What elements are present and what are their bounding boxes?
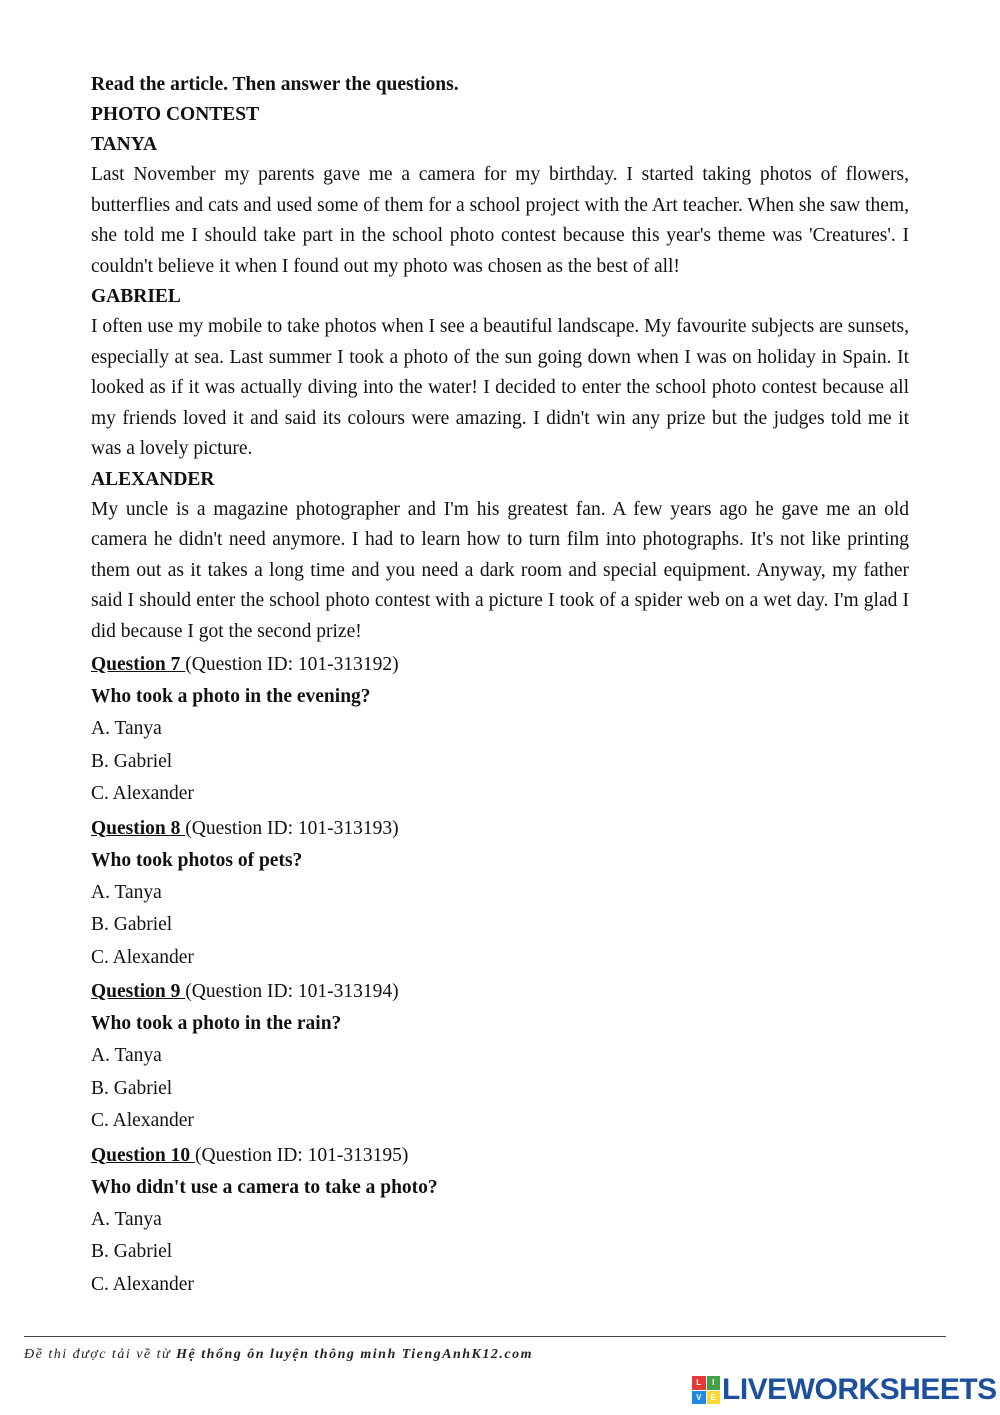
instruction: Read the article. Then answer the questions.: [91, 74, 459, 95]
question-text: Who took a photo in the evening?: [91, 686, 371, 707]
section-gabriel: [91, 282, 909, 465]
section-heading: ALEXANDER: [91, 468, 215, 490]
option-a[interactable]: A. Tanya: [91, 1045, 162, 1066]
article-title: PHOTO CONTEST: [91, 104, 260, 125]
question-id: (Question ID: 101-313194): [185, 981, 399, 1002]
option-a[interactable]: A. Tanya: [91, 718, 162, 739]
option-b[interactable]: B. Gabriel: [91, 1077, 173, 1099]
option-c[interactable]: C. Alexander: [91, 946, 194, 968]
question-text: Who didn't use a camera to take a photo?: [91, 1176, 438, 1198]
section-text: I often use my mobile to take photos when I see a beautiful landscape. My favourite subjects are sunsets, especially at sea. Last summer I took a photo of the sun going down when I was on holiday in Spain. It looked as if it was actually diving into the water! I decided to enter the school photo contest because all my friends loved it and said its colours were amazing. I didn't win any prize but the judges told me it was a lovely picture.: [91, 316, 909, 459]
question-10: [91, 1140, 909, 1302]
question-number: Question 8: [91, 817, 186, 839]
section-tanya: [91, 130, 909, 282]
question-text: Who took photos of pets?: [91, 849, 303, 871]
logo-letter: V: [692, 1391, 706, 1405]
option-c[interactable]: C. Alexander: [91, 1110, 194, 1131]
option-c[interactable]: C. Alexander: [91, 783, 194, 804]
question-id: (Question ID: 101-313195): [195, 1144, 409, 1166]
logo-letter: I: [707, 1376, 721, 1390]
option-b[interactable]: B. Gabriel: [91, 750, 173, 772]
liveworksheets-wordmark: LIVEWORKSHEETS: [722, 1373, 997, 1406]
section-text: My uncle is a magazine photographer and I'm his greatest fan. A few years ago he gave me an old camera he didn't need anymore. I had to learn how to turn film into photographs. It's not like printing them out as it takes a long time and you need a dark room and special equipment. Anyway, my father said I should enter the school photo contest with a picture I took of a spider web on a wet day. I'm glad I did because I got the second prize!: [91, 498, 909, 642]
question-id: (Question ID: 101-313193): [185, 817, 399, 839]
question-number: Question 9: [91, 981, 186, 1002]
footer-source-name: Hệ thống ôn luyện thông minh TiengAnhK12.com: [176, 1347, 533, 1362]
option-a[interactable]: A. Tanya: [91, 1208, 162, 1230]
option-b[interactable]: B. Gabriel: [91, 914, 173, 935]
question-header: [91, 649, 909, 681]
question-header: [91, 1140, 909, 1172]
option-a[interactable]: A. Tanya: [91, 881, 162, 903]
question-9: [91, 976, 909, 1138]
section-alexander: [91, 465, 909, 648]
section-text: Last November my parents gave me a camera for my birthday. I started taking photos of flowers, butterflies and cats and used some of them for a school project with the Art teacher. When she saw them, she told me I should take part in the school photo contest because this year's theme was 'Creatures'. I couldn't believe it when I found out my photo was chosen as the best of all!: [91, 164, 909, 277]
footer-prefix: Đề thi được tải về từ: [24, 1347, 177, 1362]
question-number: Question 7: [91, 654, 186, 675]
question-8: [91, 813, 909, 975]
question-7: [91, 649, 909, 811]
section-heading: GABRIEL: [91, 286, 181, 307]
logo-letter: L: [692, 1376, 706, 1390]
question-text: Who took a photo in the rain?: [91, 1013, 342, 1034]
footer-divider: [24, 1336, 946, 1337]
question-number: Question 10: [91, 1144, 196, 1166]
liveworksheets-logo-icon: [692, 1376, 720, 1404]
liveworksheets-brand: [692, 1372, 997, 1408]
worksheet-page: [91, 70, 909, 1301]
footer-source: [24, 1347, 533, 1363]
section-heading: TANYA: [91, 134, 158, 155]
option-c[interactable]: C. Alexander: [91, 1273, 194, 1295]
question-id: (Question ID: 101-313192): [185, 654, 399, 675]
question-header: [91, 976, 909, 1008]
logo-letter: E: [707, 1391, 721, 1405]
question-header: [91, 813, 909, 845]
option-b[interactable]: B. Gabriel: [91, 1241, 173, 1262]
